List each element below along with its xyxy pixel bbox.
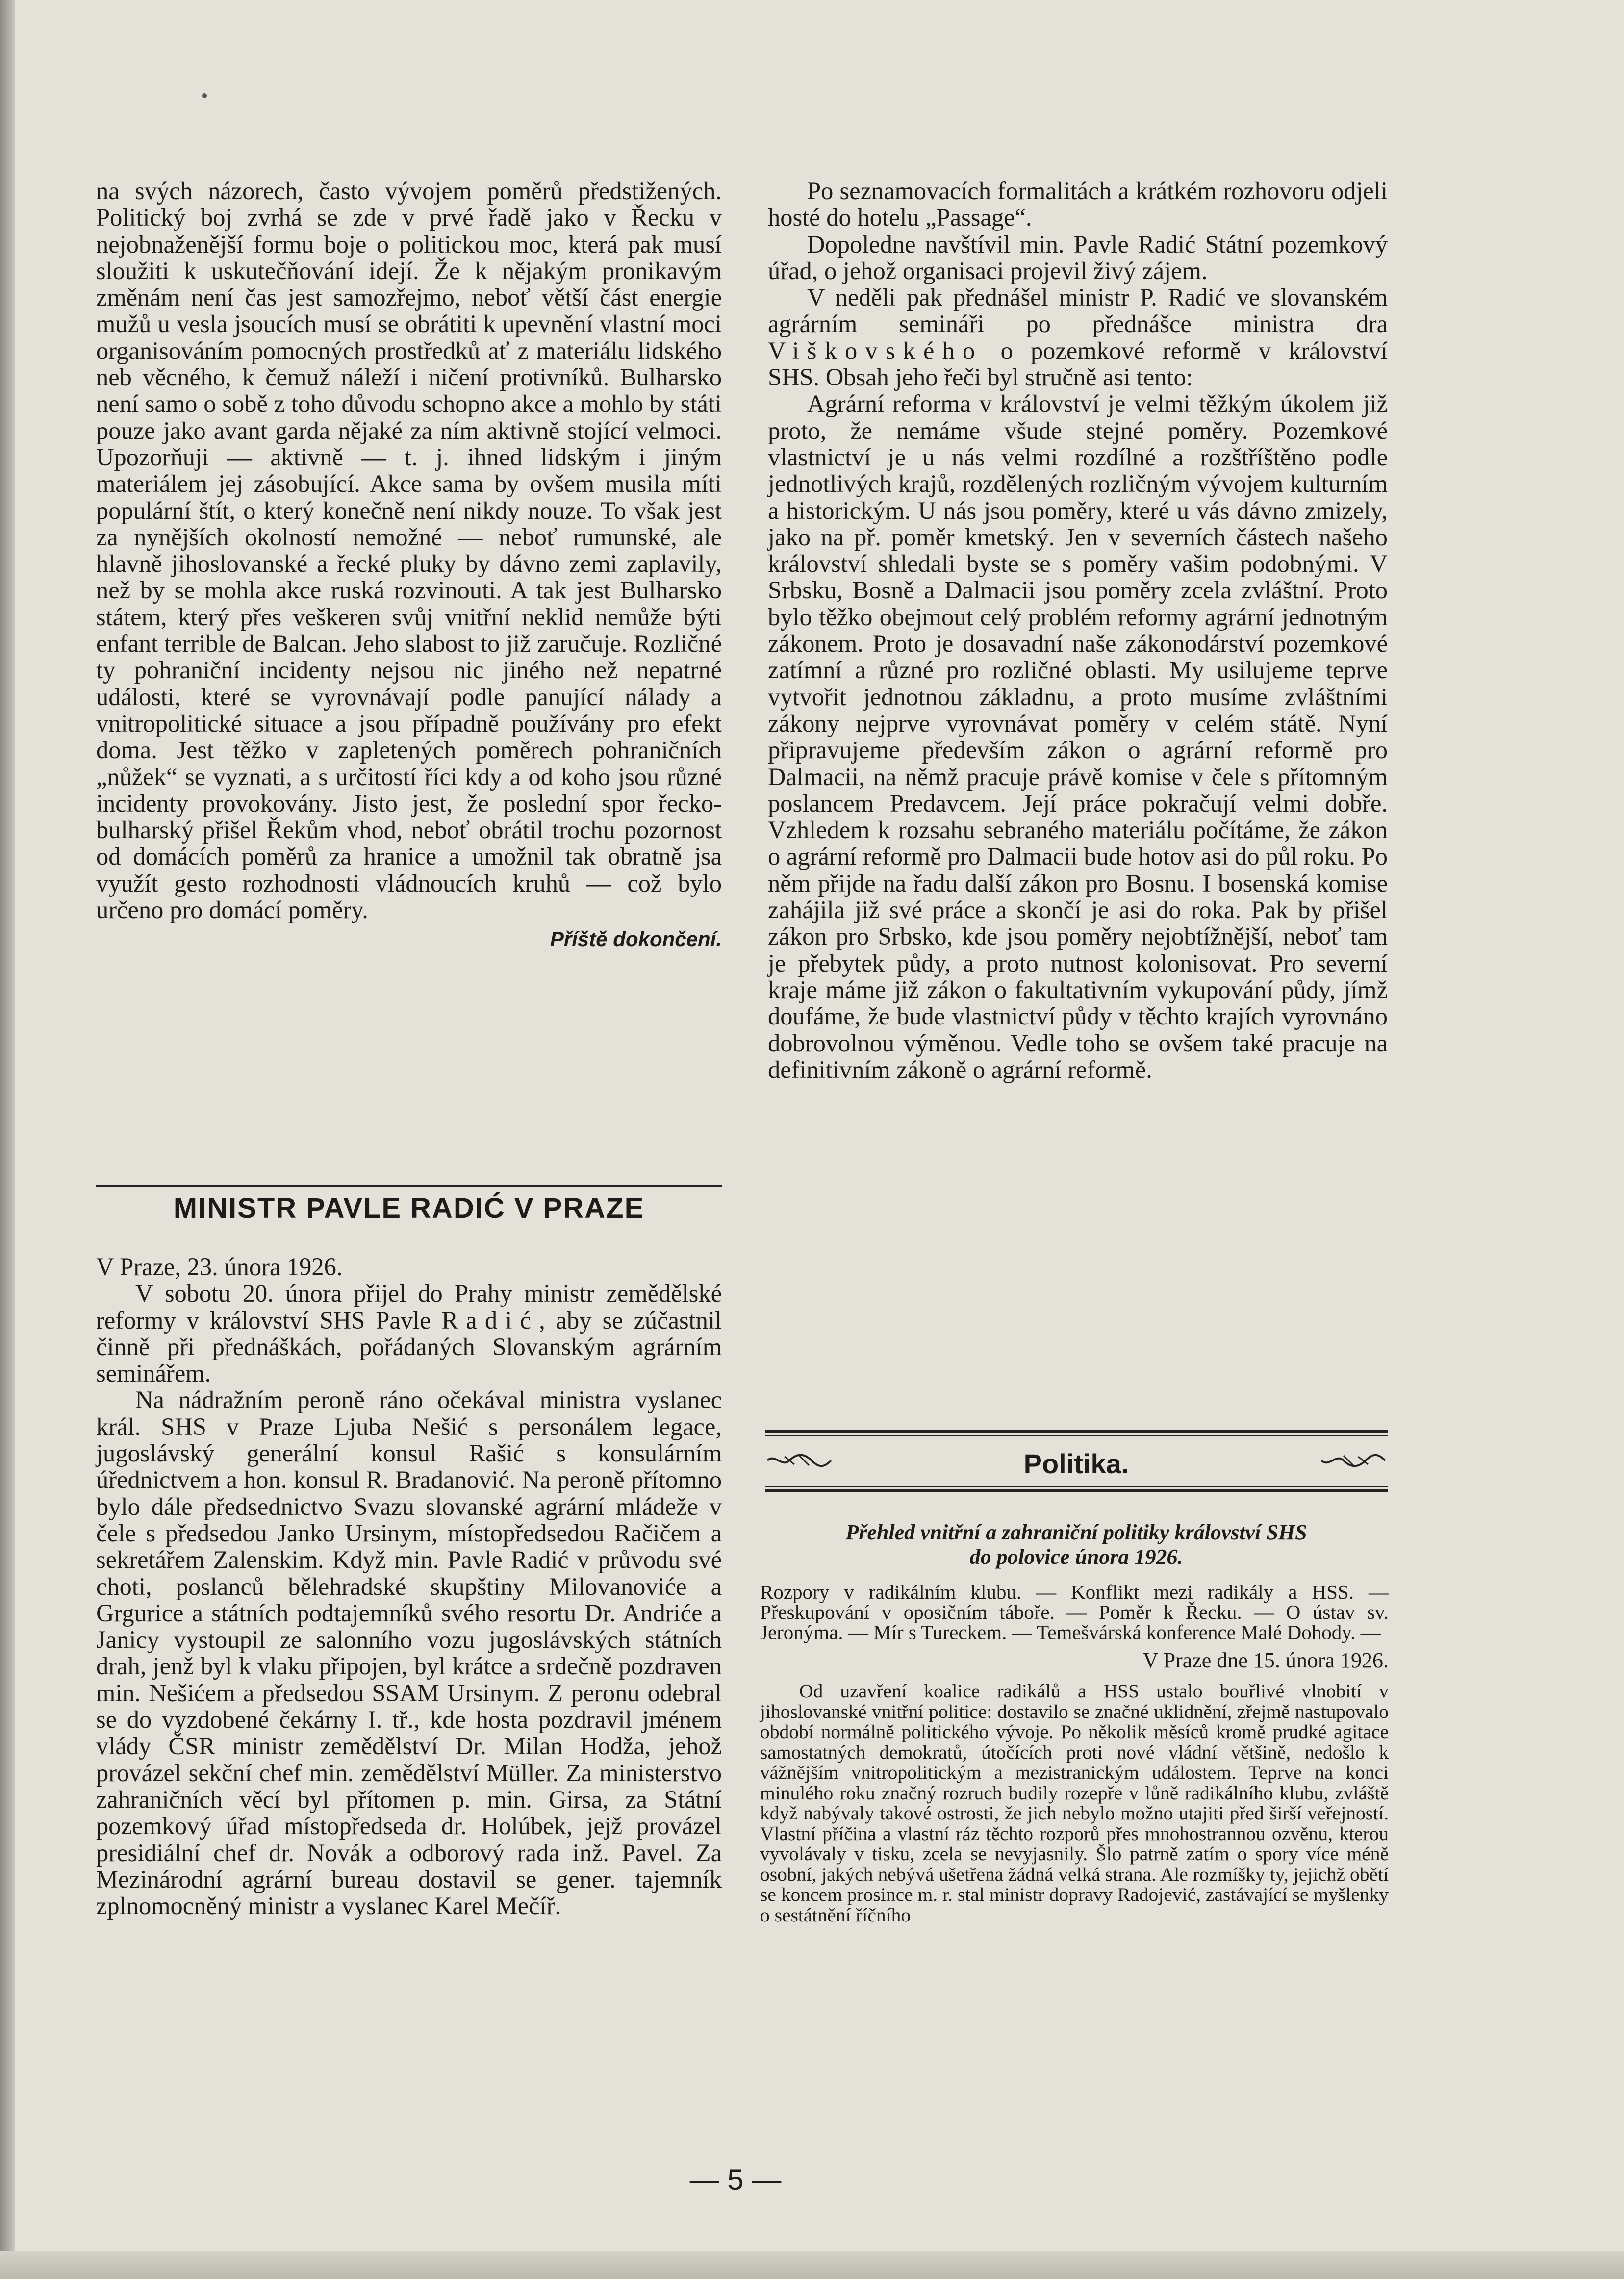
subtitle-line-1: Přehled vnitřní a zahraniční politiky království SHS [845, 1520, 1307, 1544]
article-headline: MINISTR PAVLE RADIĆ V PRAZE [173, 1192, 645, 1224]
article-right-column [768, 178, 1388, 1083]
politika-subtitle [765, 1520, 1388, 1569]
page-bottom-margin [0, 2251, 1624, 2279]
continuation-note-line [96, 923, 722, 952]
section-rule-bottom-2 [765, 1489, 1388, 1492]
article-separator-rule [96, 1185, 722, 1187]
politika-body [760, 1582, 1389, 1925]
page-binding-edge [0, 0, 15, 2279]
article-paragraph-3: Po seznamovacích formalitách a krátkém rozhovoru odjeli hosté do hotelu „Passage“. [768, 177, 1388, 231]
continued-article-text: na svých názorech, často vývojem poměrů předstižených. Politický boj zvrhá se zde v prvé řadě jako v Řecku v nejobnaženější formu boje o politickou moc, která pak musí sloužiti k uskutečňování idejí. Že k nějakým pronikavým změnám není čas jest samozřejmo, neboť větší část energie mužů u vesla jsoucích musí se obrátiti k upevnění vlastní moci organisováním pomocných prostředků ať z materiálu lidského neb věcného, k čemuž náleží i ničení protivníků. Bulharsko není samo o sobě z toho důvodu schopno akce a mohlo by státi pouze jako avant garda nějaké za ním aktivně stojící velmoci. Upozorňuji — aktivně — t. j. ihned lidským i jiným materiálem jej zásobující. Akce sama by ovšem musila míti populární štít, o který konečně není nikdy nouze. To však jest za nynějších okolností nemožné — neboť rumunské, ale hlavně jihoslovanské a řecké pluky by dávno zemi zaplavily, než by se mohla akce ruská rozvinouti. A tak jest Bulharsko státem, který přes veškeren svůj vnitřní neklid nemůže býti enfant terrible de Balcan. Jeho slabost to již zaručuje. Rozličné ty pohraniční incidenty nejsou nic jiného než nepatrné události, které se vyrovnávají podle panující nálady a vnitropolitické situace a jsou případně používány pro efekt doma. Jest těžko v zapletených poměrech pohraničních „nůžek“ se vyznati, a s určitostí říci kdy a od koho jsou různé incidenty provokovány. Jisto jest, že poslední spor řecko-bulharský přišel Řekům vhod, neboť obrátil trochu pozornost od domácích poměrů za hranice a umožnil tak obratně jsa využít gesto rozhodnosti vládnoucích kruhů — což bylo určeno pro domácí poměry. [96, 177, 722, 924]
spaced-name-viskovsky: Viškovského [768, 336, 983, 364]
article-paragraph-6: Agrární reforma v království je velmi těžkým úkolem již proto, že nemáme všude stejné poměry. Pozemkové vlastnictví je u nás velmi rozdílné a rozštříštěno podle jednotlivých krajů, rozdělených rozličným vývojem kulturním a historickým. U nás jsou poměry, které u vás dávno zmizely, jako na př. poměr kmetský. Jen v severních částech našeho království shledali byste se s poměry vašim podobnými. V Srbsku, Bosně a Dalmacii jsou poměry zcela zvláštní. Proto bylo těžko obejmout celý problém reformy agrární jednotným zákonem. Proto je dosavadní naše zákonodárství pozemkové zatímní a různé pro rozličné oblasti. My usilujeme teprve vytvořit jednotnou základnu, a proto musíme zvláštními zákony nejprve vyrovnávat poměry v celém státě. Nyní připravujeme především zákon o agrární reformě pro Dalmacii, na němž pracuje právě komise v čele s přítomným poslancem Predavcem. Její práce pokračují velmi dobře. Vzhledem k rozsahu sebraného materiálu počítáme, že zákon o agrární reformě pro Dalmacii bude hotov asi do půl roku. Po něm přijde na řadu další zákon pro Bosnu. I bosenská komise zahájila již své práce a skončí je asi do roka. Pak by přišel zákon pro Srbsko, kde jsou poměry nejobtížnější, neboť tam je přebytek půdy, a proto nutnost kolonisovat. Pro severní kraje máme již zákon o fakultativním vykupování půdy, jímž doufáme, že bude vlastnictví půdy v těchto krajích vyrovnáno dobrovolnou výměnou. Vedle toho se ovšem také pracuje na definitivním zákoně o agrární reformě. [768, 390, 1388, 1083]
article-paragraph-5: V neděli pak přednášel ministr P. Radić ve slovanském agrárním semináři po přednášce ministra dra Viškovského o pozemkové reformě v království SHS. Obsah jeho řeči byl stručně asi tento: [768, 283, 1388, 391]
continuation-note: Příště dokončení. [550, 927, 722, 951]
section-title: Politika. [1023, 1448, 1129, 1479]
spaced-name-radic: Radić [441, 1306, 539, 1334]
article-dateline: V Praze, 23. února 1926. [96, 1253, 343, 1280]
politika-dateline: V Praze dne 15. února 1926. [1142, 1648, 1389, 1672]
right-flourish-icon [1319, 1451, 1388, 1470]
section-rule-top-1 [765, 1430, 1388, 1433]
left-column-continuation [96, 178, 722, 953]
ink-speck [202, 93, 207, 98]
politika-paragraph: Od uzavření koalice radikálů a HSS ustalo bouřlivé vlnobití v jihoslovanské vnitřní politice: dostavilo se značné uklidnění, zřejmě nastupovalo období normálně politického vývoje. Po několik měsíců kromě prudké agitace samostatných demokratů, útočících proti nové vládní většině, nedošlo k vážnějším vnitropolitickým a mezistranickým událostem. Teprve na konci minulého roku značný rozruch budily rozepře v lůně radikálního klubu, zvláště když nabývaly takové ostrosti, že jich nebylo možno utajiti před širší veřejností. Vlastní příčina a vlastní ráz těchto rozporů přes mnohostrannou ozvěnu, kterou vyvolávaly v tisku, zcela se nevyjasnily. Šlo patrně zatím o spory více méně osobní, jakých nebývá ušetřena žádná velká strana. Ale rozmíšky ty, jejichž obětí se koncem prosince m. r. stal ministr dopravy Radojević, zastávající se myšlenky o sestátnění říčního [760, 1680, 1389, 1926]
section-rule-bottom-1 [765, 1486, 1388, 1487]
subtitle-line-2: do polovice února 1926. [969, 1545, 1183, 1569]
article-paragraph-1: V sobotu 20. února přijel do Prahy ministr zemědělské reformy v království SHS Pavle Radić, aby se zúčastnil činně při přednáškách, pořádaných Slovanským agrárním seminářem. [96, 1280, 722, 1387]
article-left-column [96, 1254, 722, 1919]
section-rule-top-2 [765, 1435, 1388, 1436]
politika-summary: Rozpory v radikálním klubu. — Konflikt mezi radikály a HSS. — Přeskupování v oposičním táboře. — Poměr k Řecku. — O ústav sv. Jeronýma. — Mír s Tureckem. — Temešvárská konference Malé Dohody. — [760, 1581, 1389, 1643]
article-paragraph-2: Na nádražním peroně ráno očekával ministra vyslanec král. SHS v Praze Ljuba Nešić s personálem legace, jugoslávský generální konsul Rašić s konsulárním úřednictvem a hon. konsul R. Bradanović. Na peroně přítomno bylo dále předsednictvo Svazu slovanské agrární mládeže v čele s předsedou Janko Ursinym, místopředsedou Račičem a sekretářem Zalenskim. Když min. Pavle Radić v průvodu své choti, poslanců bělehradské skupštiny Milovanoviće a Grgurice a státních podtajemníků svého resortu Dr. Andriće a Janicy vystoupil ze salonního vozu jugoslávských státních drah, jenž byl k vlaku připojen, byl krátce a srdečně pozdraven min. Nešićem a předsedou SSAM Ursinym. Z peronu odebral se do vyzdobené čekárny I. tř., kde hosta pozdravil jménem vlády ČSR ministr zemědělství Dr. Milan Hodža, jehož provázel sekční chef min. zemědělství Müller. Za ministerstvo zahraničních věcí byl přítomen p. min. Girsa, za Státní pozemkový úřad místopředseda dr. Holúbek, jejž provázel presidiální chef dr. Novák a odborový rada inž. Pavel. Za Mezinárodní agrární bureau dostavil se gener. tajemník zplnomocněný ministr a vyslanec Karel Mečíř. [96, 1386, 722, 1920]
article-paragraph-4: Dopoledne navštívil min. Pavle Radić Státní pozemkový úřad, o jehož organisaci projevil živý zájem. [768, 230, 1388, 284]
politika-section-header [765, 1443, 1388, 1482]
page-number: — 5 — [689, 2163, 782, 2196]
